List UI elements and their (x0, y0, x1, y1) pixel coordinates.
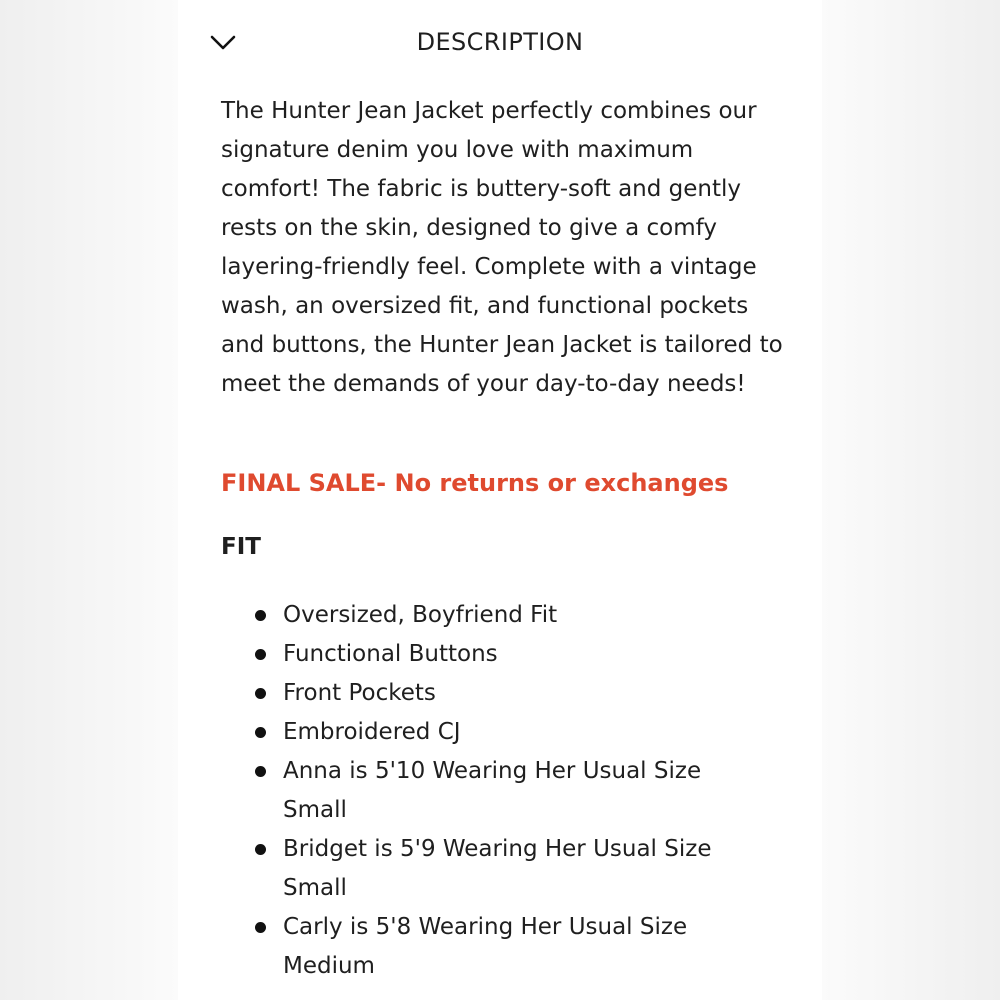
fit-list (283, 596, 713, 986)
fit-list-item: Embroidered CJ (283, 713, 713, 752)
fit-list-item: Carly is 5'8 Wearing Her Usual Size Medium (283, 908, 713, 986)
fit-heading: FIT (221, 534, 261, 560)
description-accordion-header[interactable] (178, 18, 822, 70)
fit-list-item: Anna is 5'10 Wearing Her Usual Size Small (283, 752, 713, 830)
description-title: DESCRIPTION (416, 28, 584, 56)
fit-list-item: Bridget is 5'9 Wearing Her Usual Size Small (283, 830, 713, 908)
product-description-panel (178, 0, 822, 1000)
description-paragraph: The Hunter Jean Jacket perfectly combines our signature denim you love with maximum comfort! The fabric is buttery-soft and gently rests on the skin, designed to give a comfy layering-friendly feel. Complete with a vintage wash, an oversized fit, and functional pockets and buttons, the Hunter Jean Jacket is tailored to meet the demands of your day-to-day needs! (221, 98, 783, 397)
final-sale-notice: FINAL SALE- No returns or exchanges (221, 469, 729, 497)
fit-list-item: Oversized, Boyfriend Fit (283, 596, 713, 635)
fit-list-item: Functional Buttons (283, 635, 713, 674)
fit-list-item: Front Pockets (283, 674, 713, 713)
